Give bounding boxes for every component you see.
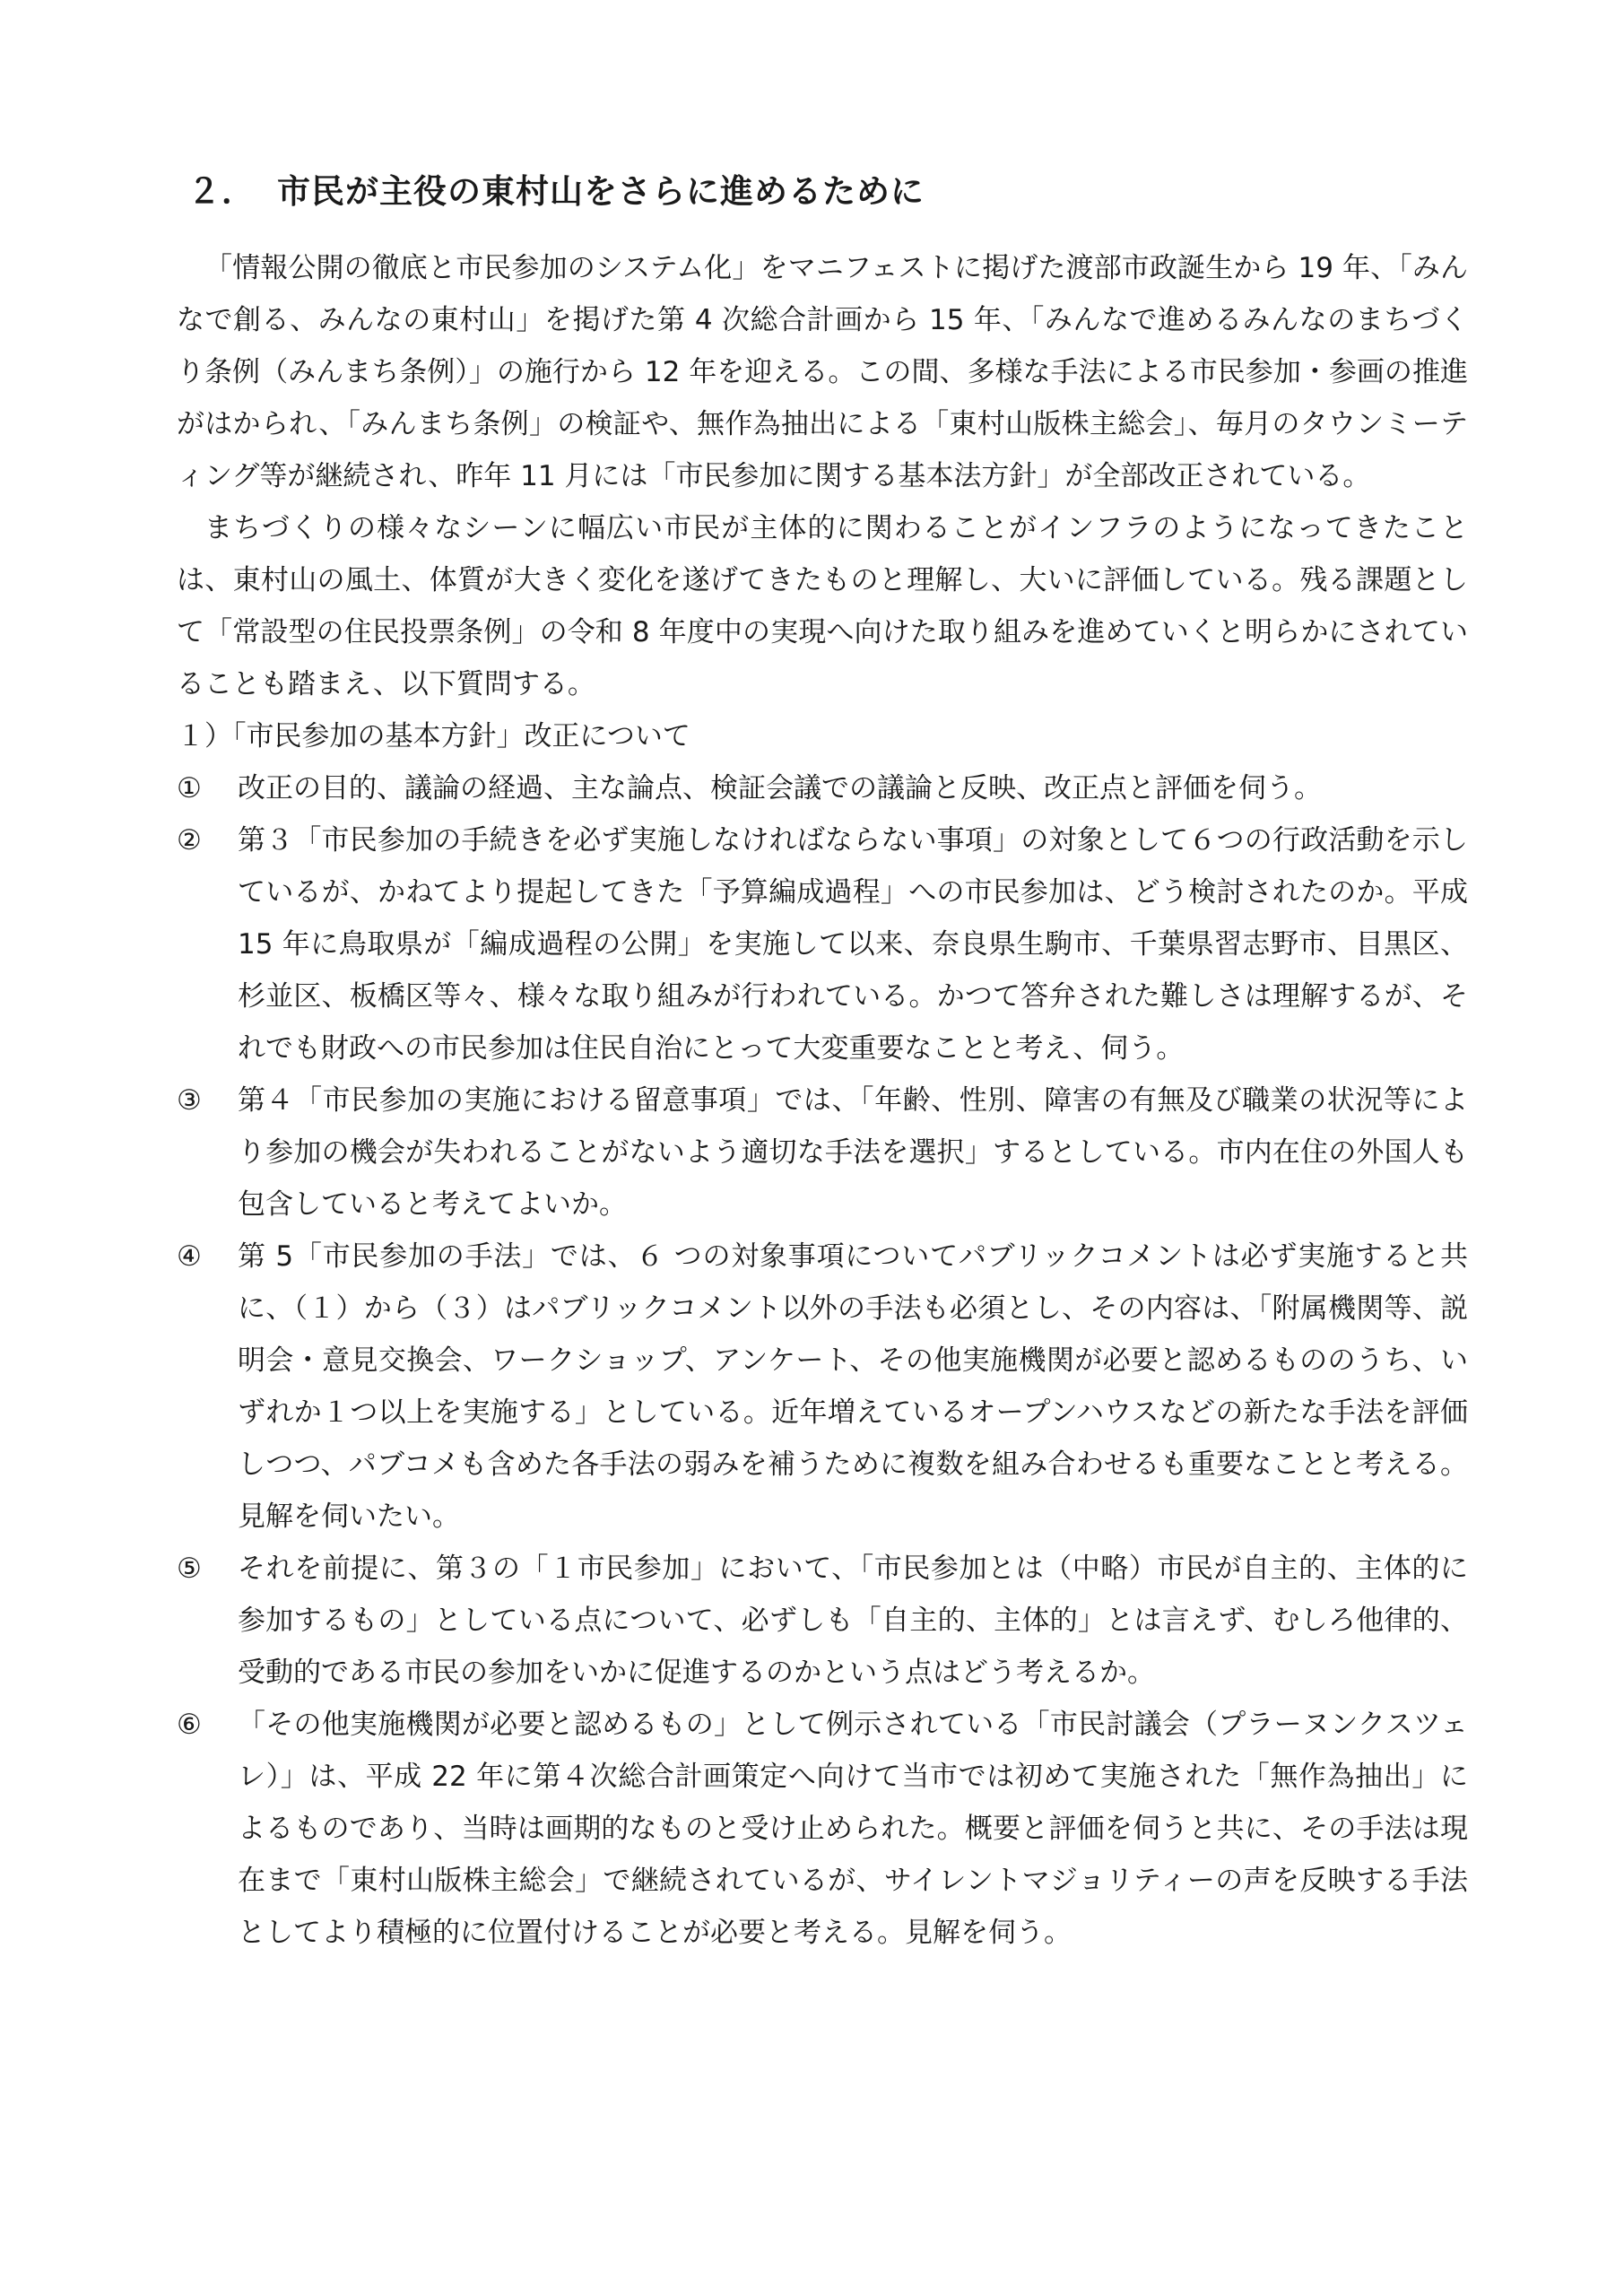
subsection-heading: １）「市民参加の基本方針」改正について	[177, 720, 690, 752]
item-number: ⑤	[177, 1552, 202, 1585]
context-paragraph: まちづくりの様々なシーンに幅広い市民が主体的に関わることがインフラのようになってきたことは、東村山の風土、体質が大きく変化を遂げてきたものと理解し、大いに評価している。残る課題として「常設型の住民投票条例」の令和 8 年度中の実現へ向けた取り組みを進めていくと明らかにされていることも踏まえ、以下質問する。	[177, 512, 1468, 700]
item-number: ②	[177, 824, 202, 857]
item-number: ④	[177, 1240, 202, 1273]
intro-paragraph: 「情報公開の徹底と市民参加のシステム化」をマニフェストに掲げた渡部市政誕生から 19 年、「みんなで創る、みんなの東村山」を掲げた第 4 次総合計画から 15 年、「みんなで進めるみんなのまちづくり条例（みんまち条例）」の施行から 12 年を迎える。この間、多様な手法による市民参加・参画の推進がはかられ、「みんまち条例」の検証や、無作為抽出による「東村山版株主総会」、毎月のタウンミーティング等が継続され、昨年 11 月には「市民参加に関する基本法方針」が全部改正されている。	[177, 252, 1468, 492]
item-text: それを前提に、第３の「１市民参加」において、「市民参加とは（中略）市民が自主的、主体的に参加するもの」としている点について、必ずしも「自主的、主体的」とは言えず、むしろ他律的、受動的である市民の参加をいかに促進するのかという点はどう考えるか。	[238, 1552, 1468, 1689]
question-item-2	[177, 814, 1468, 1074]
item-number: ⑥	[177, 1709, 202, 1741]
question-item-5	[177, 1543, 1468, 1699]
question-item-3	[177, 1074, 1468, 1231]
question-item-4	[177, 1231, 1468, 1543]
section-number: ２．	[187, 172, 256, 211]
item-text: 「その他実施機関が必要と認めるもの」として例示されている「市民討議会（プラーヌンクスツェレ）」は、平成 22 年に第４次総合計画策定へ向けて当市では初めて実施された「無作為抽出」によるものであり、当時は画期的なものと受け止められた。概要と評価を伺うと共に、その手法は現在まで「東村山版株主総会」で継続されているが、サイレントマジョリティーの声を反映する手法としてより積極的に位置付けることが必要と考える。見解を伺う。	[238, 1709, 1468, 1949]
item-text: 第４「市民参加の実施における留意事項」では、「年齢、性別、障害の有無及び職業の状況等により参加の機会が失われることがないよう適切な手法を選択」するとしている。市内在住の外国人も包含していると考えてよいか。	[238, 1084, 1468, 1221]
question-list	[177, 762, 1468, 1959]
item-text: 第 5「市民参加の手法」では、６ つの対象事項についてパブリックコメントは必ず実施すると共に、（１）から（３）はパブリックコメント以外の手法も必須とし、その内容は、「附属機関等、説明会・意見交換会、ワークショップ、アンケート、その他実施機関が必要と認めるもののうち、いずれか１つ以上を実施する」としている。近年増えているオープンハウスなどの新たな手法を評価しつつ、パブコメも含めた各手法の弱みを補うために複数を組み合わせるも重要なことと考える。見解を伺いたい。	[238, 1240, 1468, 1533]
item-text: 第３「市民参加の手続きを必ず実施しなければならない事項」の対象として６つの行政活動を示しているが、かねてより提起してきた「予算編成過程」への市民参加は、どう検討されたのか。平成 15 年に鳥取県が「編成過程の公開」を実施して以来、奈良県生駒市、千葉県習志野市、目黒区、杉並区、板橋区等々、様々な取り組みが行われている。かつて答弁された難しさは理解するが、それでも財政への市民参加は住民自治にとって大変重要なことと考え、伺う。	[238, 824, 1468, 1065]
item-number: ①	[177, 772, 202, 804]
question-item-1	[177, 762, 1468, 814]
item-text: 改正の目的、議論の経過、主な論点、検証会議での議論と反映、改正点と評価を伺う。	[238, 772, 1322, 804]
section-heading	[187, 169, 1468, 215]
section-title: 市民が主役の東村山をさらに進めるために	[277, 172, 925, 211]
question-item-6	[177, 1699, 1468, 1959]
item-number: ③	[177, 1084, 202, 1117]
document-page	[177, 169, 1468, 1959]
